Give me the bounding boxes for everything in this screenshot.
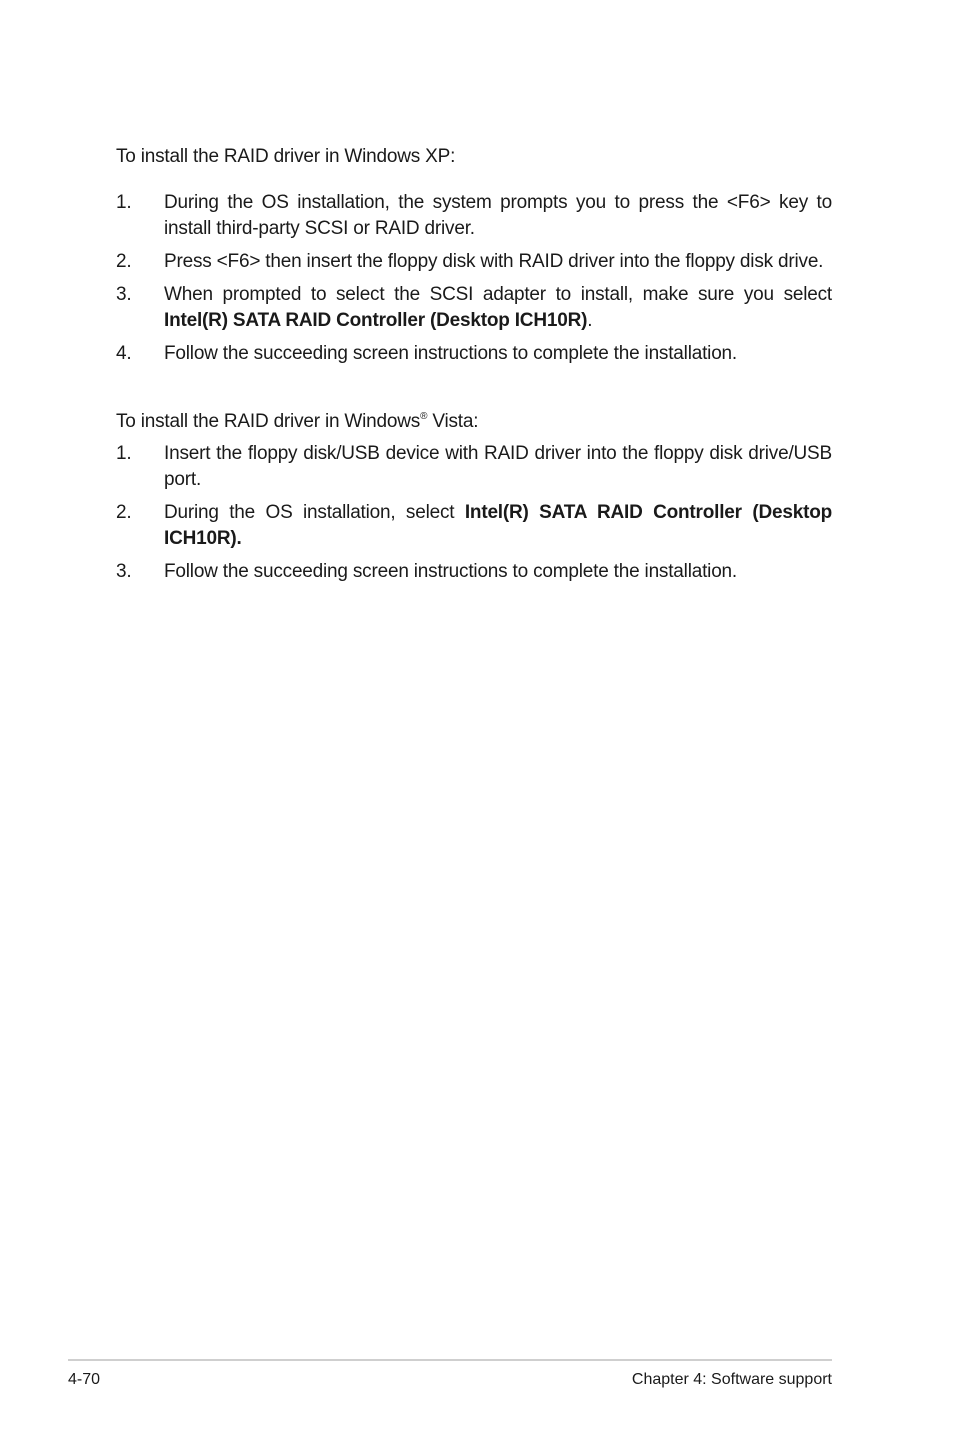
registered-mark: ® — [420, 410, 428, 422]
xp-step-3 — [116, 282, 832, 334]
step-text: During the OS installation, select — [164, 502, 465, 523]
step-number: 1. — [116, 192, 132, 213]
xp-step-2 — [116, 249, 832, 275]
controller-name: Intel(R) SATA RAID Controller (Desktop ICH10R) — [164, 310, 588, 331]
page-content — [116, 144, 832, 592]
vista-step-1 — [116, 441, 832, 493]
step-number: 2. — [116, 502, 132, 523]
xp-step-1 — [116, 190, 832, 242]
vista-intro-text: To install the RAID driver in Windows — [116, 411, 421, 432]
step-text: Press <F6> then insert the floppy disk with RAID driver into the floppy disk drive. — [164, 251, 824, 272]
controller-name: Intel(R) SATA RAID Controller (Desktop ICH10R). — [164, 502, 833, 549]
vista-step-3 — [116, 559, 832, 585]
xp-step-4 — [116, 341, 832, 367]
vista-steps-list — [116, 441, 832, 585]
step-number: 2. — [116, 251, 132, 272]
step-text: Follow the succeeding screen instructions to complete the installation. — [164, 343, 738, 364]
step-number: 3. — [116, 284, 132, 305]
vista-intro-end: Vista: — [427, 411, 479, 432]
page-footer — [68, 1359, 832, 1391]
step-number: 4. — [116, 343, 132, 364]
page-number: 4-70 — [68, 1371, 101, 1388]
vista-intro — [116, 409, 832, 435]
step-text: During the OS installation, the system prompts you to press the <F6> key to install third-party SCSI or RAID driver. — [164, 192, 832, 239]
step-text: Insert the floppy disk/USB device with RAID driver into the floppy disk drive/USB port. — [164, 443, 832, 490]
xp-steps-list — [116, 190, 832, 367]
step-number: 3. — [116, 561, 132, 582]
step-text: When prompted to select the SCSI adapter to install, make sure you select — [164, 284, 832, 305]
chapter-title: Chapter 4: Software support — [631, 1371, 832, 1388]
step-text: Follow the succeeding screen instructions to complete the installation. — [164, 561, 738, 582]
xp-intro: To install the RAID driver in Windows XP: — [116, 146, 456, 167]
step-number: 1. — [116, 443, 132, 464]
vista-step-2 — [116, 500, 832, 552]
step-text-end: . — [587, 310, 593, 331]
